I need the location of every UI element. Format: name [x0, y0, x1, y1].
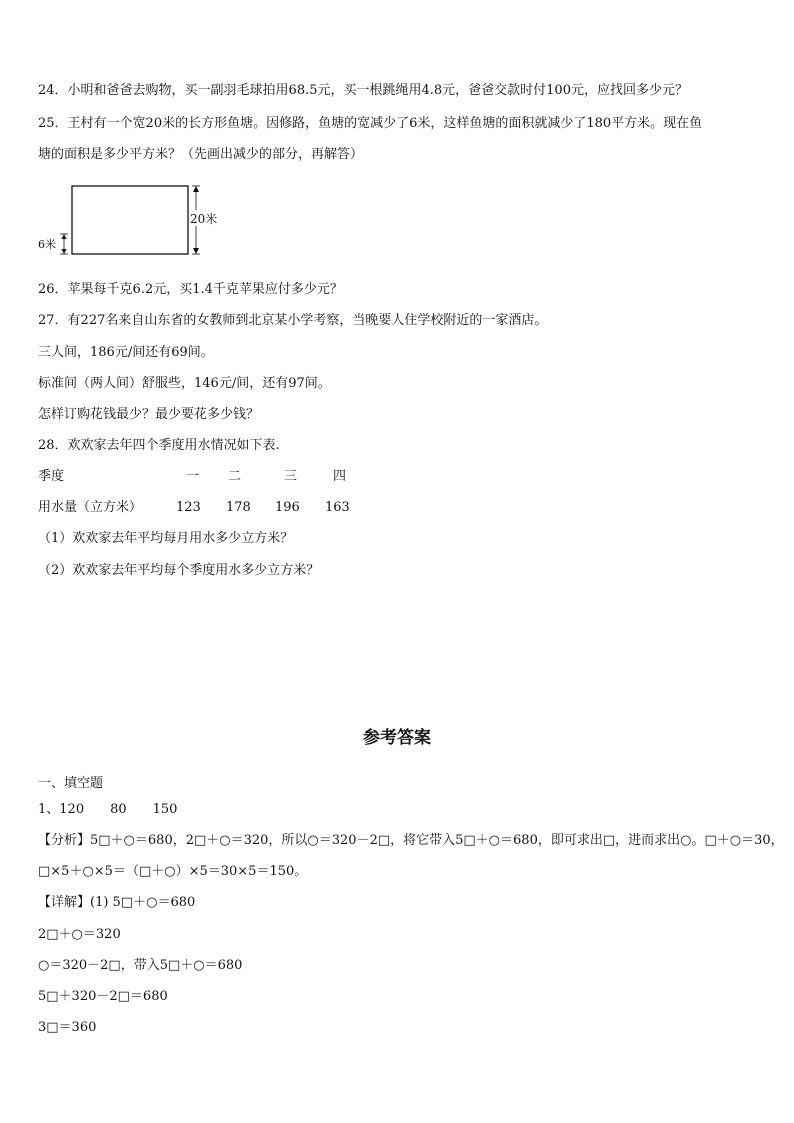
water-table-value: 178: [226, 500, 251, 515]
pond-rectangle: [72, 186, 188, 254]
question-28-sub-1: （1）欢欢家去年平均每月用水多少立方米？: [38, 531, 294, 546]
water-table-quarter: 一: [186, 469, 200, 484]
answers-title: 参考答案: [363, 728, 431, 748]
question-27: 27．有227名来自山东省的女教师到北京某小学考察，当晚要人住学校附近的一家酒店。: [38, 313, 548, 328]
water-table-header-label: 季度: [38, 469, 65, 484]
question-25-line-2: 塘的面积是多少平方米？（先画出减少的部分，再解答）: [38, 147, 364, 162]
width-arrow-up: [193, 186, 199, 192]
water-table-quarter: 四: [333, 469, 347, 484]
analysis-line-2: □×5＋○×5＝（□＋○）×5＝30×5＝150。: [38, 864, 308, 879]
reduce-label: 6米: [38, 238, 56, 251]
answer-1: 1、120 80 150: [38, 802, 178, 817]
question-27-prompt: 怎样订购花钱最少？最少要花多少钱？: [38, 407, 260, 422]
pond-diagram: [36, 180, 226, 264]
water-table-row-label: 用水量（立方米）: [38, 500, 143, 515]
detail-line-5: 3□＝360: [38, 1020, 97, 1035]
water-table-value: 163: [325, 500, 350, 515]
detail-line-2: 2□＋○＝320: [38, 927, 121, 942]
pond-diagram-svg: [36, 180, 226, 260]
answers-section-heading: 一、填空题: [38, 776, 104, 791]
question-28: 28．欢欢家去年四个季度用水情况如下表.: [38, 438, 280, 453]
question-26: 26．苹果每千克6.2元，买1.4千克苹果应付多少元？: [38, 282, 343, 297]
question-25-line-1: 25．王村有一个宽20米的长方形鱼塘。因修路，鱼塘的宽减少了6米，这样鱼塘的面积就减少了180平方米。现在鱼: [38, 116, 703, 131]
reduce-arrow-down: [62, 249, 67, 254]
question-24: 24．小明和爸爸去购物，买一副羽毛球拍用68.5元，买一根跳绳用4.8元，爸爸交款时付100元，应找回多少元？: [38, 83, 688, 98]
water-table-value: 123: [176, 500, 201, 515]
question-27-option-a: 三人间，186元/间还有69间。: [38, 345, 214, 360]
width-label: 20米: [190, 212, 218, 226]
question-28-sub-2: （2）欢欢家去年平均每个季度用水多少立方米？: [38, 563, 320, 578]
analysis-line-1: 【分析】5□＋○＝680，2□＋○＝320，所以○＝320－2□，将它带入5□＋○＝680，即可求出□，进而求出○。□＋○＝30，: [38, 833, 784, 848]
question-27-option-b: 标准间（两人间）舒服些，146元/间，还有97间。: [38, 376, 331, 391]
detail-line-4: 5□＋320－2□＝680: [38, 989, 168, 1004]
water-table-quarter: 三: [284, 469, 298, 484]
detail-line-3: ○＝320－2□，带入5□＋○＝680: [38, 958, 243, 973]
water-table-quarter: 二: [228, 469, 242, 484]
reduce-arrow-up: [62, 234, 67, 239]
detail-line-1: 【详解】(1) 5□＋○＝680: [38, 895, 196, 910]
water-table-value: 196: [275, 500, 300, 515]
width-arrow-down: [193, 248, 199, 254]
